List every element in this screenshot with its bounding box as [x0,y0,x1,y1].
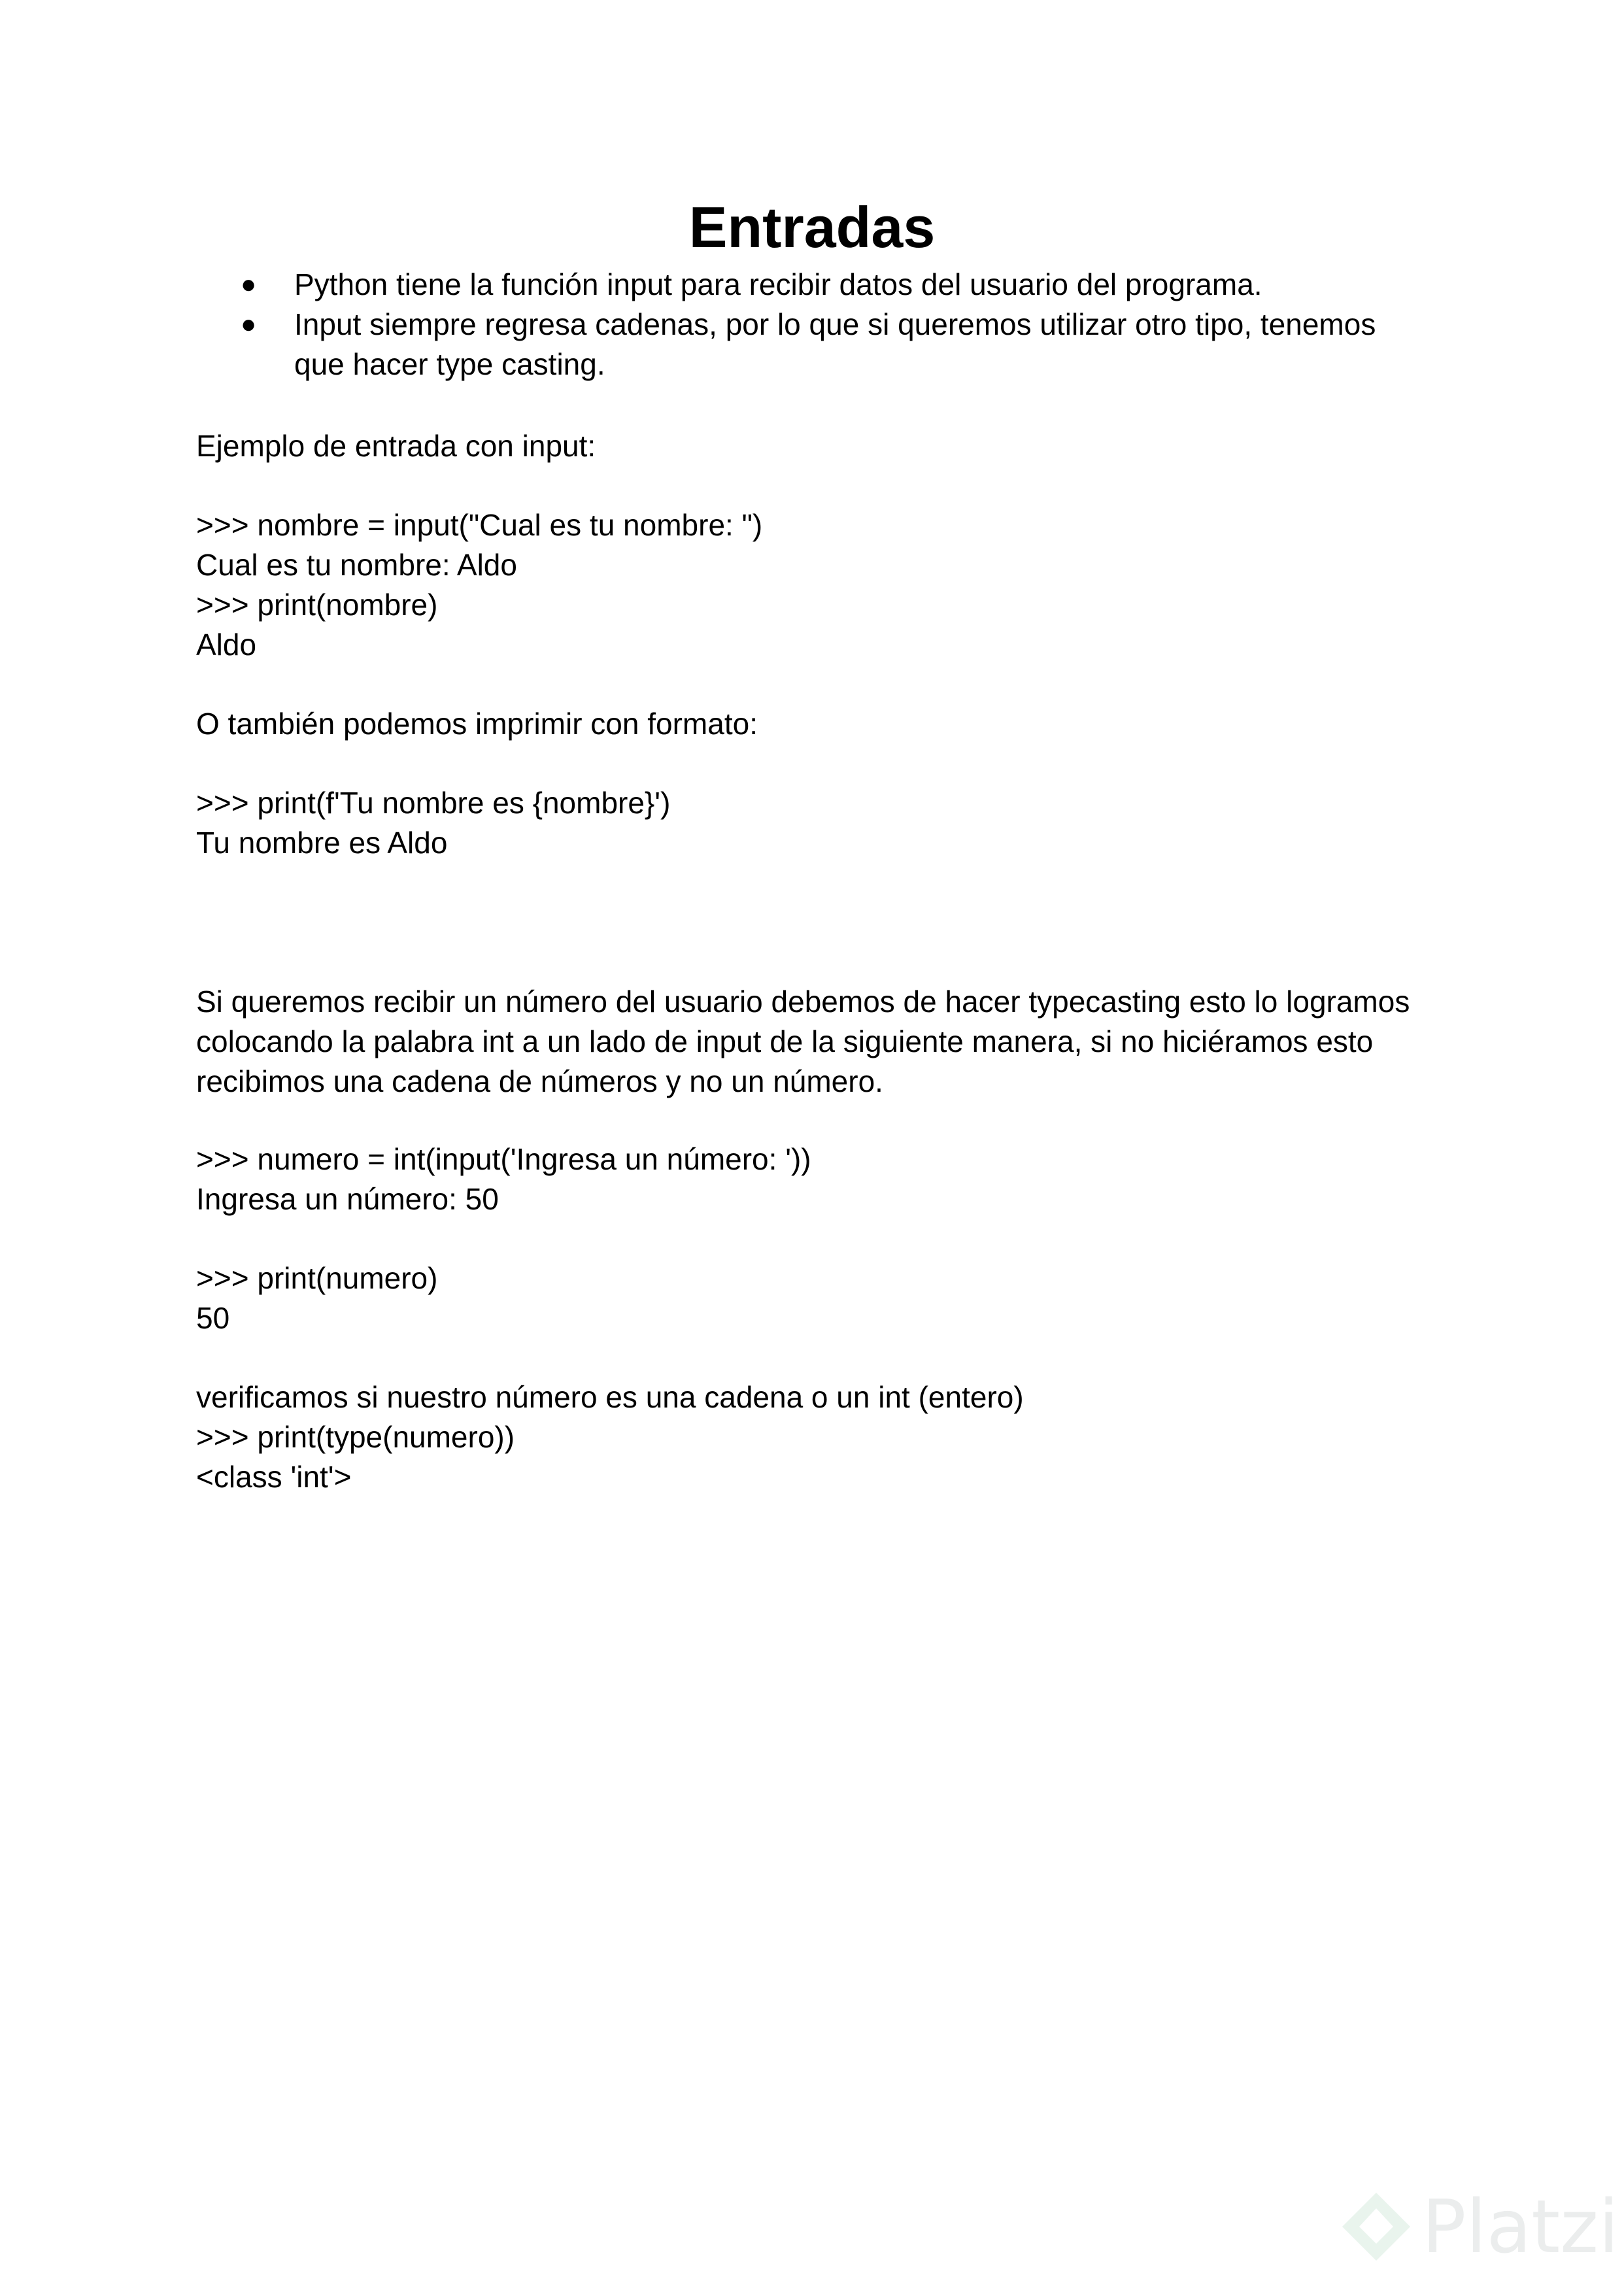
output-line: 50 [196,1301,230,1335]
code-line: >>> print(numero) [196,1261,438,1295]
format-intro-text: O también podemos imprimir con formato: [196,707,758,741]
code-line: >>> print(nombre) [196,588,438,622]
bullet-text: Python tiene la función input para recibir datos del usuario del programa. [294,267,1262,301]
platzi-watermark [1337,2177,1619,2282]
output-line: Ingresa un número: 50 [196,1182,499,1216]
output-line: <class 'int'> [196,1460,352,1494]
bullet-icon: ● [241,310,257,339]
bullet-icon: ● [241,270,257,299]
code-line: >>> print(type(numero)) [196,1420,515,1454]
list-item [196,305,1412,384]
watermark-text: Platzi [1422,2185,1619,2270]
code-line: >>> nombre = input("Cual es tu nombre: ") [196,508,763,542]
intro-text: Ejemplo de entrada con input: [196,429,596,463]
output-line: Aldo [196,628,257,662]
output-line: Tu nombre es Aldo [196,826,448,860]
typecast-paragraph: Si queremos recibir un número del usuario debemos de hacer typecasting esto lo logramos colocando la palabra int a un lado de input de la siguiente manera, si no hiciéramos esto recibimos una cadena de números y no un número. [196,985,1410,1098]
verify-intro-text: verificamos si nuestro número es una cadena o un int (entero) [196,1380,1024,1414]
code-line: >>> numero = int(input('Ingresa un número: ')) [196,1142,811,1176]
platzi-logo-icon [1337,2189,1415,2267]
page-title: Entradas [688,195,936,260]
bullet-text: Input siempre regresa cadenas, por lo que si queremos utilizar otro tipo, tenemos que hacer type casting. [294,307,1376,381]
list-item [196,265,1412,305]
code-line: >>> print(f'Tu nombre es {nombre}') [196,786,671,820]
output-line: Cual es tu nombre: Aldo [196,548,517,582]
bullet-list [196,265,1412,384]
